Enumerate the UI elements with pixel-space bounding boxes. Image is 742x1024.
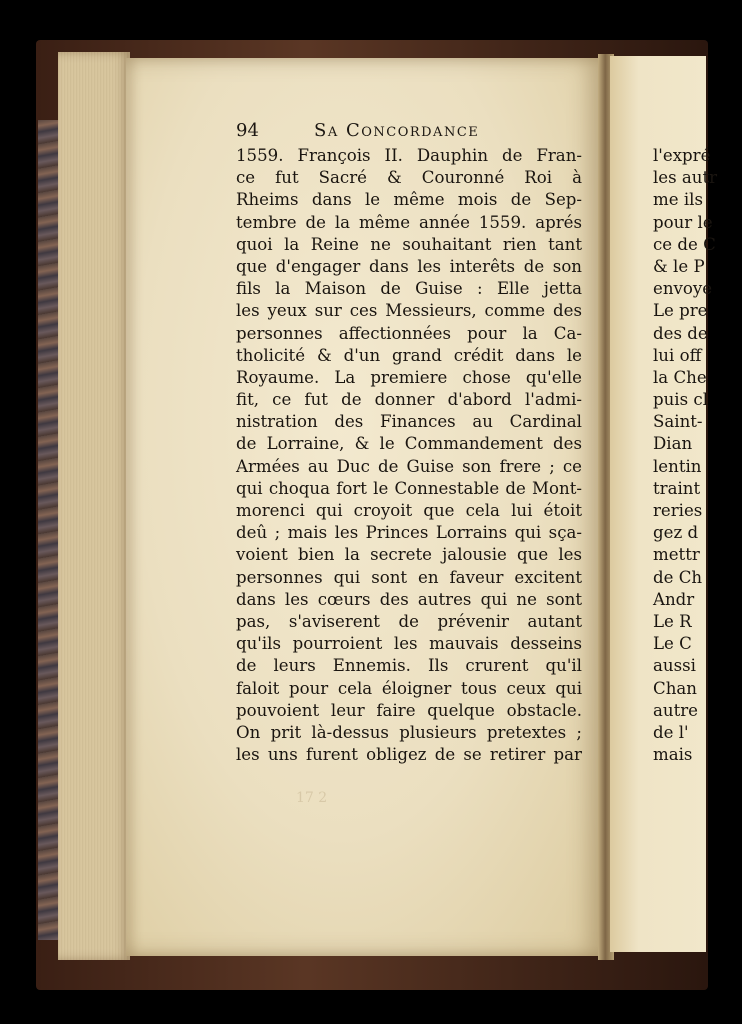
text-line: Saint- bbox=[653, 412, 703, 432]
text-line: deû ; mais les Princes Lorrains qui sça- bbox=[236, 523, 582, 543]
text-line: qui choqua fort le Connestable de Mont- bbox=[236, 478, 582, 498]
text-line: pour le bbox=[653, 212, 713, 232]
text-line: tholicité & d'un grand crédit dans le bbox=[236, 345, 582, 365]
text-line: lui off bbox=[653, 345, 702, 365]
text-line: de l' bbox=[653, 722, 689, 742]
text-line: pouvoient leur faire quelque obstacle. bbox=[236, 700, 582, 720]
text-line: traint bbox=[653, 478, 701, 498]
text-line: les yeux sur ces Messieurs, comme des bbox=[236, 301, 582, 321]
text-line: fit, ce fut de donner d'abord l'admi- bbox=[236, 390, 582, 410]
text-line: mais bbox=[653, 745, 693, 765]
text-line: ce fut Sacré & Couronné Roi à bbox=[236, 168, 582, 188]
text-line: envoye bbox=[653, 279, 713, 299]
text-line: Andr bbox=[653, 589, 695, 609]
text-line: aussi bbox=[653, 656, 696, 676]
text-line: Le pre bbox=[653, 301, 708, 321]
text-line: ce de C bbox=[653, 234, 716, 254]
text-line: pas, s'aviserent de prévenir autant bbox=[236, 611, 582, 631]
text-line: puis cl bbox=[653, 390, 709, 410]
text-line: dans les cœurs des autres qui ne sont bbox=[236, 589, 582, 609]
text-line: les autr bbox=[653, 168, 718, 188]
text-line: nistration des Finances au Cardinal bbox=[236, 412, 582, 432]
text-line: de Ch bbox=[653, 567, 703, 587]
text-line: Rheims dans le même mois de Sep- bbox=[236, 190, 582, 210]
text-line: que d'engager dans les interêts de son bbox=[236, 256, 582, 276]
text-line: des de bbox=[653, 323, 708, 343]
right-page-text bbox=[653, 145, 718, 766]
text-line: Armées au Duc de Guise son frere ; ce bbox=[236, 456, 582, 476]
page-number: 94 bbox=[236, 120, 259, 141]
text-line: morenci qui croyoit que cela lui étoit bbox=[236, 501, 582, 520]
text-line: lentin bbox=[653, 456, 702, 476]
text-line: On prit là-dessus plusieurs pretextes ; bbox=[236, 722, 582, 742]
text-line: la Che bbox=[653, 367, 707, 387]
text-line: de leurs Ennemis. Ils crurent qu'il bbox=[236, 656, 582, 676]
text-line: Le R bbox=[653, 611, 692, 631]
text-line: personnes affectionnées pour la Ca- bbox=[236, 323, 582, 343]
text-line: gez d bbox=[653, 523, 699, 543]
text-line: 1559. François II. Dauphin de Fran- bbox=[236, 146, 582, 165]
text-line: personnes qui sont en faveur excitent bbox=[236, 567, 582, 587]
show-through-mark: 17 2 bbox=[296, 790, 328, 806]
text-line: Chan bbox=[653, 678, 697, 698]
text-line: reries bbox=[653, 501, 703, 520]
text-line: fils la Maison de Guise : Elle jetta bbox=[236, 279, 582, 299]
text-line: de Lorraine, & le Commandement des bbox=[236, 434, 582, 454]
text-line: faloit pour cela éloigner tous ceux qui bbox=[236, 678, 582, 698]
text-line: mettr bbox=[653, 545, 700, 565]
text-line: & le P bbox=[653, 256, 705, 276]
running-head: Sa Concordance bbox=[314, 120, 480, 141]
text-line: me ils bbox=[653, 190, 703, 210]
text-line: l'expré bbox=[653, 146, 711, 165]
text-line: Royaume. La premiere chose qu'elle bbox=[236, 367, 582, 387]
text-line: voient bien la secrete jalousie que les bbox=[236, 545, 582, 565]
text-line: Dian bbox=[653, 434, 693, 454]
text-line: les uns furent obligez de se retirer par bbox=[236, 745, 582, 765]
text-line: Le C bbox=[653, 634, 692, 654]
text-line: quoi la Reine ne souhaitant rien tant bbox=[236, 234, 582, 254]
text-line: autre bbox=[653, 700, 699, 720]
text-line: qu'ils pourroient les mauvais desseins bbox=[236, 634, 582, 654]
text-line: tembre de la même année 1559. aprés bbox=[236, 212, 582, 232]
